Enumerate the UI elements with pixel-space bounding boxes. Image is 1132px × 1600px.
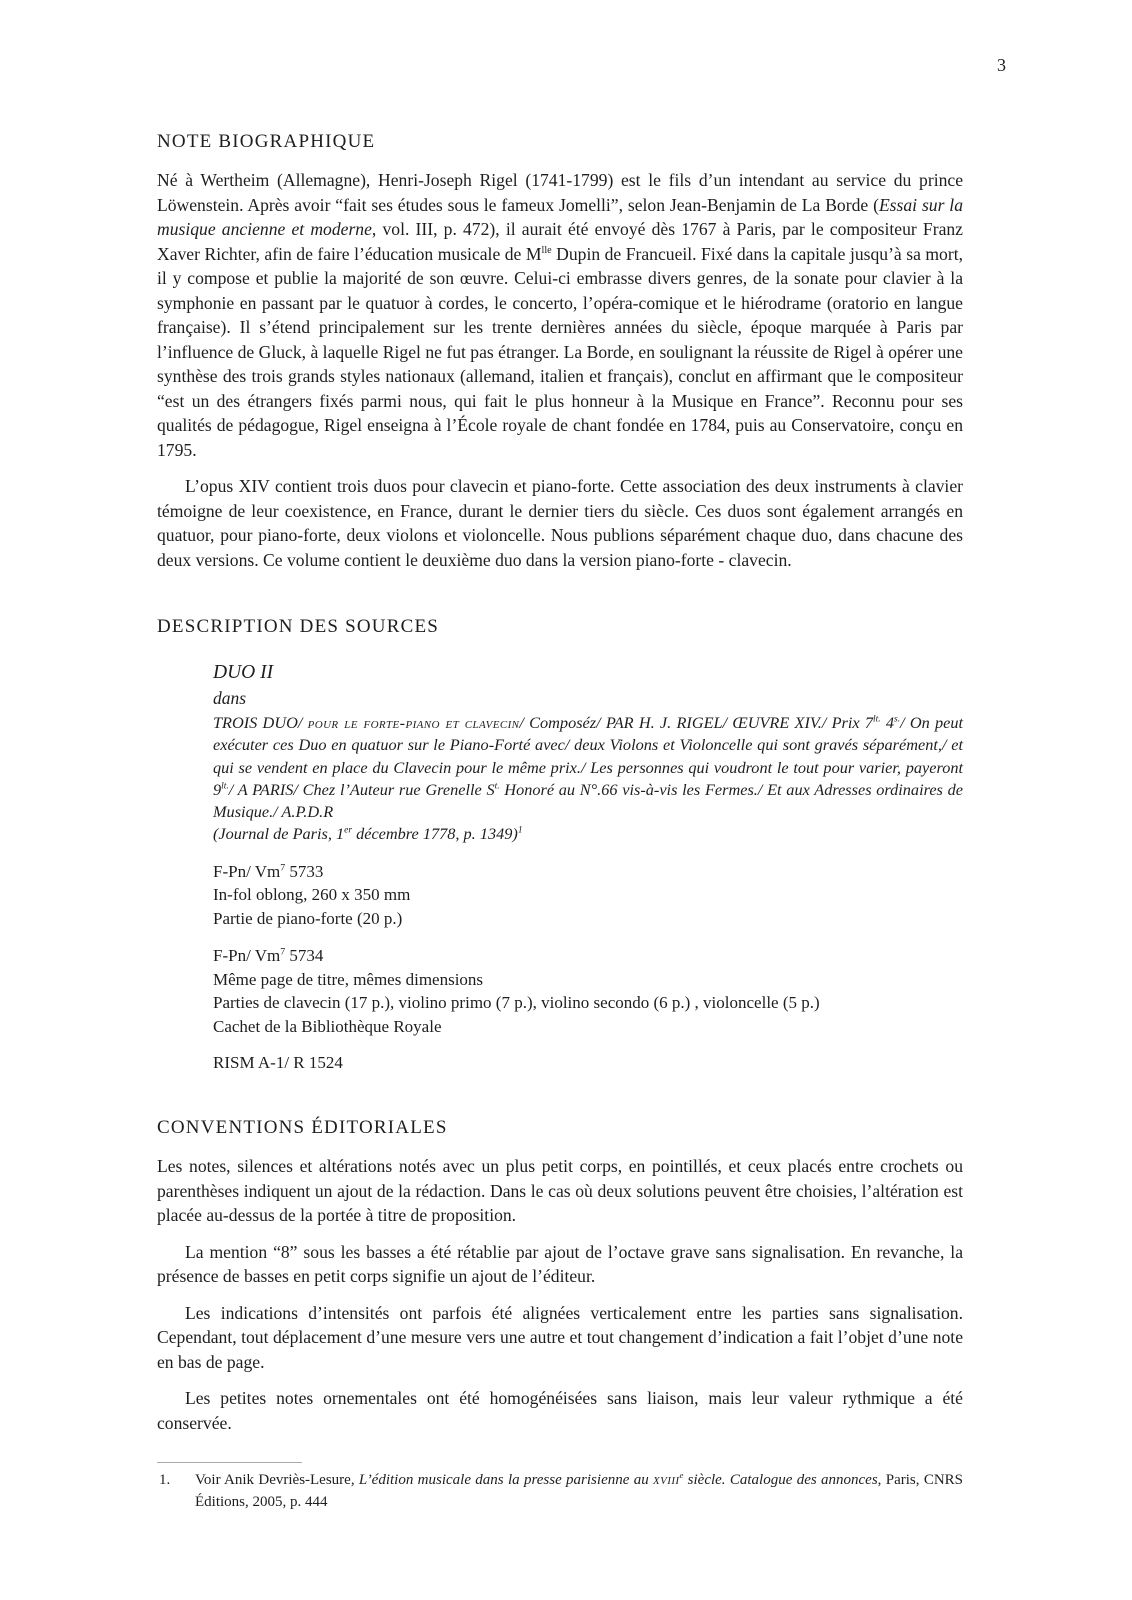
- footnote-marker: 1.: [159, 1472, 171, 1489]
- source-1-format: In-fol oblong, 260 x 350 mm: [213, 885, 411, 905]
- footnote-text-2: , Paris, CNRS Éditions, 2005, p. 444: [195, 1472, 964, 1510]
- plate-sup-lt-2: lt.: [221, 781, 229, 792]
- plate-text-1: TROIS DUO/: [213, 713, 308, 732]
- footnote-separator-rule: [157, 1462, 302, 1463]
- source-1-shelf-pre: F-Pn/ Vm: [213, 861, 281, 881]
- plate-text-2: / Composéz/ PAR H. J. RIGEL/ ŒUVRE XIV./ Prix 7: [519, 713, 874, 732]
- bio-p1-text-2: , vol. III, p. 472), il aurait été envoyé dès 1767 à Paris, par le compositeur Franz Xaver Richter, afin de faire l’éducation musicale de M: [157, 219, 963, 264]
- plate-smallcaps: pour le forte-piano et clavecin: [307, 713, 520, 732]
- conventions-paragraph-3: Les indications d’intensités ont parfois été alignées verticalement entre les parties sans signalisation. Cependant, tout déplacement d’une mesure vers une autre et tout changement d’indication a fait l’objet d’une note en bas de page.: [157, 1302, 963, 1372]
- footnote-book-title-1: L’édition musicale dans la presse parisienne au: [358, 1472, 654, 1489]
- biography-paragraph-1: [157, 168, 963, 462]
- source-2-group: [213, 944, 963, 1038]
- source-1-group: [213, 860, 963, 931]
- plate-sup-lt-1: lt.: [873, 714, 881, 725]
- journal-reference: [213, 823, 963, 845]
- title-plate-transcription: [213, 712, 963, 823]
- source-2-shelf-post: 5734: [285, 946, 324, 966]
- page-number: 3: [997, 55, 1006, 75]
- conventions-heading: CONVENTIONS ÉDITORIALES: [157, 1117, 448, 1139]
- sources-heading: DESCRIPTION DES SOURCES: [157, 616, 440, 637]
- plate-text-6: Honoré au N°.66 vis-à-vis les Fermes./ Et aux Adresses ordinaires de Musique./ A.P.D.R: [213, 779, 963, 822]
- conventions-paragraph-2: La mention “8” sous les basses a été rétablie par ajout de l’octave grave sans signalisation. En revanche, la présence de basses en petit corps signifie un ajout de l’éditeur.: [157, 1241, 963, 1287]
- rism-reference: RISM A-1/ R 1524: [213, 1053, 343, 1073]
- sources-section: [157, 616, 963, 1073]
- source-2-shelfmark: [213, 944, 963, 968]
- footnote-1: [157, 1470, 963, 1513]
- bio-p1-superscript-lle: lle: [541, 244, 552, 256]
- journal-sup-er: er: [344, 826, 353, 837]
- conventions-paragraph-4: Les petites notes ornementales ont été homogénéisées sans liaison, mais leur valeur rythmique a été conservée.: [157, 1388, 963, 1433]
- footnote-text-1: Voir Anik Devriès-Lesure,: [195, 1472, 359, 1489]
- dans-label: dans: [213, 688, 247, 708]
- biography-paragraph-2: L’opus XIV contient trois duos pour clavecin et piano-forte. Cette association des deux instruments à clavier témoigne de leur coexistence, en France, durant le dernier tiers du siècle. Ces duos sont également arrangés en quatuor, pour piano-forte, deux violons et violoncelle. Nous publions séparément chaque duo, dans chacune des deux versions. Ce volume contient le deuxième duo dans la version piano-forte - clavecin.: [157, 476, 963, 570]
- source-2-shelf-pre: F-Pn/ Vm: [213, 946, 281, 966]
- footnote-sup-e: e: [679, 1470, 684, 1481]
- bio-p1-text-1: Né à Wertheim (Allemagne), Henri-Joseph Rigel (1741-1799) est le fils d’un intendant au service du prince Löwenstein. Après avoir “fait ses études sous le fameux Jomelli”, selon Jean-Benjamin de La Borde (: [157, 170, 963, 215]
- biography-heading: NOTE BIOGRAPHIQUE: [157, 131, 376, 152]
- bio-p1-book-title: Essai sur la musique ancienne et moderne: [157, 194, 963, 239]
- source-1-shelf-post: 5733: [285, 861, 324, 881]
- footnote-book-title-2: siècle. Catalogue des annonces: [683, 1472, 878, 1489]
- footnote-century-smallcaps: xviii: [653, 1472, 680, 1489]
- biography-section: [157, 131, 963, 572]
- plate-text-3: 4: [880, 713, 895, 732]
- plate-sup-t: t.: [494, 781, 500, 792]
- journal-text-2: décembre 1778, p. 1349): [352, 824, 518, 844]
- source-2-title-note: Même page de titre, mêmes dimensions: [213, 969, 484, 989]
- source-1-shelfmark: [213, 860, 963, 884]
- bio-p1-text-3: Dupin de Francueil. Fixé dans la capitale jusqu’à sa mort, il y compose et publie la majorité de son œuvre. Celui-ci embrasse divers genres, de la sonate pour clavier à la symphonie en passant par le quatuor à cordes, le concerto, l’opéra-comique et le hiérodrame (oratorio en langue française). Il s’étend principalement sur les trente dernières années du siècle, époque marquée à Paris par l’influence de Gluck, à laquelle Rigel ne fut pas étranger. La Borde, en soulignant la réussite de Rigel à opérer une synthèse des trois grands styles nationaux (allemand, italien et français), conclut en affirmant que le compositeur “est un des étrangers fixés parmi nous, qui fait le plus honneur à la Musique en France”. Reconnu pour ses qualités de pédagogue, Rigel enseigna à l’École royale de chant fondée en 1784, puis au Conservatoire, conçu en 1795.: [157, 243, 963, 460]
- conventions-paragraph-1: Les notes, silences et altérations notés avec un plus petit corps, en pointillés, et ceux placés entre crochets ou parenthèses indiquent un ajout de la rédaction. Dans le cas où deux solutions peuvent être choisies, l’altération est placée au-dessus de la portée à titre de proposition.: [157, 1156, 963, 1226]
- plate-text-5: / A PARIS/ Chez l’Auteur rue Grenelle S: [228, 779, 495, 799]
- journal-text-1: (Journal de Paris, 1: [213, 824, 345, 844]
- duo-title: DUO II: [213, 662, 274, 683]
- plate-sup-s: s.: [894, 714, 901, 725]
- plate-text-4: / On peut exécuter ces Duo en quatuor sur le Piano-Forté avec/ deux Violons et Violoncelle qui sont gravés séparément,/ et qui se vendent en place du Clavecin pour le même prix./ Les personnes qui voudront le tout pour varier, payeront 9: [213, 713, 963, 799]
- page-content: [157, 131, 963, 1513]
- journal-footnote-ref: 1: [517, 826, 523, 837]
- source-2-parts: Parties de clavecin (17 p.), violino primo (7 p.), violino secondo (6 p.) , violoncelle (5 p.): [213, 993, 820, 1013]
- sources-block: [213, 662, 963, 1073]
- source-2-shelf-sup: 7: [280, 946, 286, 958]
- source-2-stamp: Cachet de la Bibliothèque Royale: [213, 1016, 442, 1036]
- source-1-parts: Partie de piano-forte (20 p.): [213, 908, 403, 928]
- source-1-shelf-sup: 7: [280, 862, 286, 874]
- conventions-section: [157, 1117, 963, 1435]
